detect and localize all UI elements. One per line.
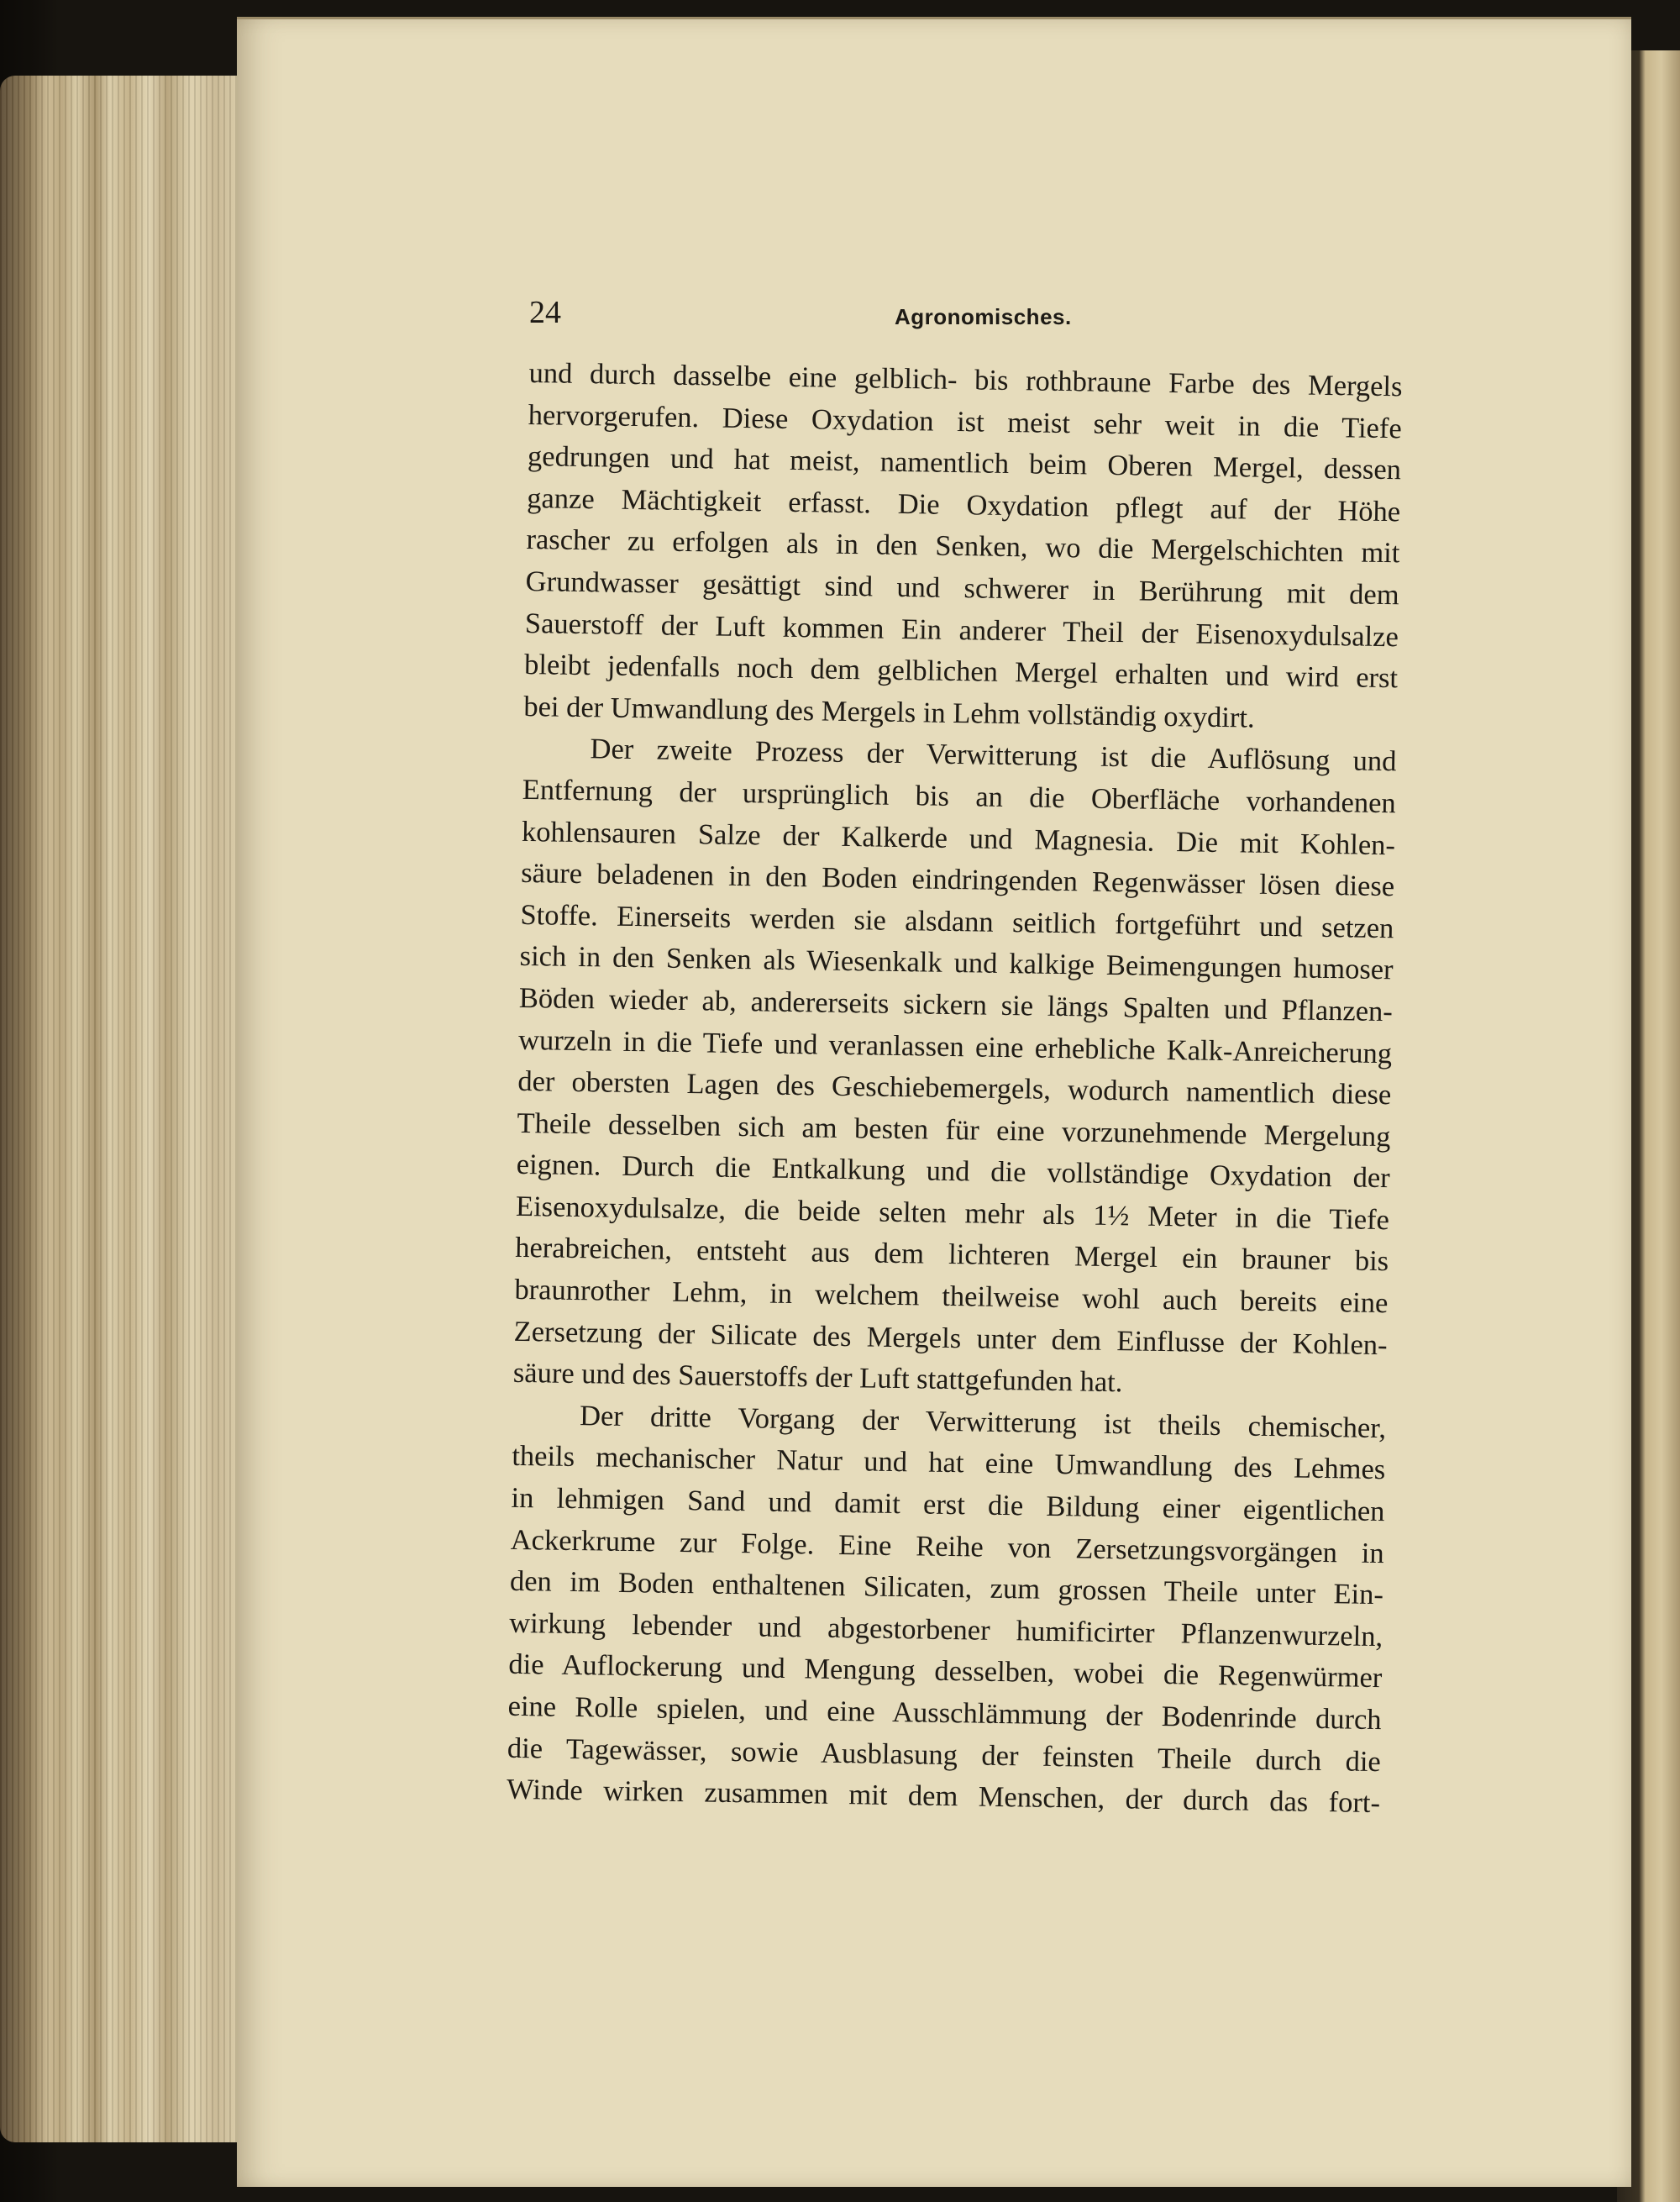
paragraph-start-line: Der zweite Prozess der Verwitterung ist die Auflösung und [590,733,1397,778]
running-head: Agronomisches. [895,304,1072,329]
text-line: theils mechanischer Natur und hat eine Umwandlung des Lehmes [512,1440,1386,1486]
text-line: in lehmigen Sand und damit erst die Bildung einer eigentlichen [511,1481,1385,1528]
text-line: die Tagewässer, sowie Ausblasung der feinsten Theile durch die [507,1732,1382,1778]
text-line: eine Rolle spielen, und eine Ausschlämmung der Bodenrinde durch [507,1690,1382,1737]
text-line: Eisenoxydulsalze, die beide selten mehr als 1½ Meter in die Tiefe [515,1190,1390,1237]
page-number: 24 [529,295,561,330]
text-line: den im Boden enthaltenen Silicaten, zum grossen Theile unter Ein- [509,1565,1384,1611]
text-line: hervorgerufen. Diese Oxydation ist meist sehr weit in die Tiefe [528,398,1403,444]
text-line: gedrungen und hat meist, namentlich beim Oberen Mergel, dessen [527,440,1402,486]
text-line: Zersetzung der Silicate des Mergels unter dem Einflusse der Kohlen- [513,1315,1388,1361]
text-line: säure beladenen in den Boden eindringenden Regenwässer lösen diese [520,857,1395,903]
text-line: die Auflockerung und Mengung desselben, wobei die Regenwürmer [508,1648,1383,1695]
text-line: Grundwasser gesättigt sind und schwerer in Berührung mit dem [525,565,1399,612]
text-line: der obersten Lagen des Geschiebemergels, wodurch namentlich diese [517,1064,1392,1112]
text-line: wirkung lebender und abgestorbener humificirter Pflanzenwurzeln, [508,1606,1383,1653]
text-line: Sauerstoff der Luft kommen Ein anderer Theil der Eisenoxydulsalze [524,607,1399,653]
text-line: Ackerkrume zur Folge. Eine Reihe von Zersetzungsvorgängen in [510,1523,1384,1569]
text-line: bleibt jedenfalls noch dem gelblichen Mergel erhalten und wird erst [523,649,1399,695]
text-line: wurzeln in die Tiefe und veranlassen eine erhebliche Kalk-Anreicherung [517,1023,1393,1069]
body-text [507,353,1403,1825]
text-line: kohlensauren Salze der Kalkerde und Magnesia. Die mit Kohlen- [521,815,1396,861]
text-line: Theile desselben sich am besten für eine vorzunehmende Mergelung [517,1106,1391,1153]
text-line: rascher zu erfolgen als in den Senken, wo die Mergelschichten mit [526,523,1400,570]
page-header [529,294,1403,344]
text-line: bei der Umwandlung des Mergels in Lehm vollständig oxydirt. [523,690,1255,734]
text-line: herabreichen, entsteht aus dem lichteren Mergel ein brauner bis [514,1232,1389,1278]
text-line: und durch dasselbe eine gelblich- bis rothbraune Farbe des Mergels [528,356,1403,403]
text-line: Entfernung der ursprünglich bis an die Oberfläche vorhandenen [522,773,1397,820]
text-line: säure und des Sauerstoffs der Luft stattgefunden hat. [512,1357,1123,1399]
page-edges-stack [0,76,239,2142]
text-line: Stoffe. Einerseits werden sie alsdann seitlich fortgeführt und setzen [520,898,1394,944]
text-line: braunrother Lehm, in welchem theilweise wohl auch bereits eine [514,1273,1389,1320]
paragraph-start-line: Der dritte Vorgang der Verwitterung ist theils chemischer, [579,1399,1387,1445]
text-line: Böden wieder ab, andererseits sickern sie längs Spalten und Pflanzen- [518,981,1394,1028]
text-line: eignen. Durch die Entkalkung und die vollständige Oxydation der [516,1148,1390,1195]
text-line: sich in den Senken als Wiesenkalk und kalkige Beimengungen humoser [519,940,1394,986]
text-line: ganze Mächtigkeit erfasst. Die Oxydation pflegt auf der Höhe [526,481,1401,528]
text-line: Winde wirken zusammen mit dem Menschen, der durch das fort- [506,1773,1381,1820]
